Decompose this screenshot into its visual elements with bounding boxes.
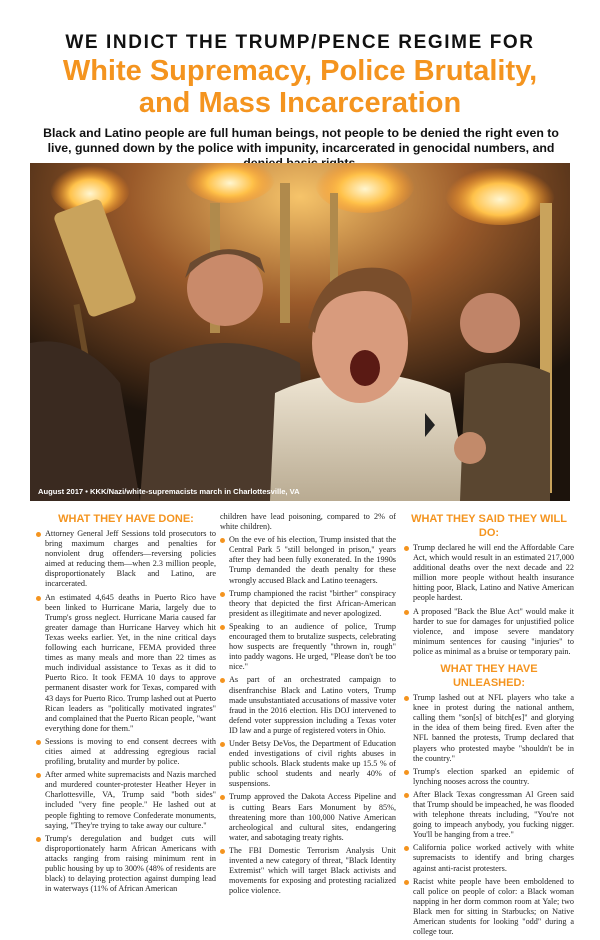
list-item: The FBI Domestic Terrorism Analysis Unit invented a new category of threat, "Black Identity Extremist" which will target Black activists and movements for exposing and protesting racialized police violence. xyxy=(220,846,396,896)
list-item: Trump's deregulation and budget cuts will disproportionately harm African Americans with attacks ranging from raising minimum rent in public housing by up to 300% (48% of residents are black) to delaying protection against dumping lead in waterways (11% of African American xyxy=(36,834,216,895)
done-list xyxy=(36,529,216,894)
list-item: Trump declared he will end the Affordable Care Act, which would result in an estimated 217,000 additional deaths over the next decade and 22 million more people without health insurance hitting poor, Black, Latino and Native American people hardest. xyxy=(404,543,574,604)
headline-line-1: White Supremacy, Police Brutality, xyxy=(62,55,538,87)
will-do-list xyxy=(404,543,574,657)
column-continued xyxy=(220,512,396,899)
indictment-heading: WE INDICT THE TRUMP/PENCE REGIME FOR xyxy=(65,32,535,53)
list-item: An estimated 4,645 deaths in Puerto Rico have been linked to Hurricane Maria, largely due to Trump's gross neglect. Hurricane Maria caused far greater damage than Hurricane Harvey which hit Texas weeks earlier. Yet, in the nine critical days following each hurricane, FEMA provided three times as many meals and more than 22 times as much individual assistance to Texas as it did to Puerto Rico. It took FEMA 10 days to approve permanent disaster work for Texas, compared with 43 days for Puerto Rico. Trump lashed out at Puerto Rican leaders as "politically motivated ingrates" and complained that the Puerto Rican people, "want everything done for them." xyxy=(36,593,216,734)
section-heading: WHAT THEY HAVE UNLEASHED: xyxy=(440,663,538,690)
list-item-continuation: children have lead poisoning, compared to 2% of white children). xyxy=(220,512,396,532)
done-list-continued xyxy=(220,512,396,896)
list-item: California police worked actively with white supremacists to identify and bring charges against anti-racist protesters. xyxy=(404,843,574,873)
list-item: After Black Texas congressman Al Green said that Trump should be impeached, he was flooded with telephone threats including, "You're not going to impeach anybody, you fucking nigger. You'll be hanging from a tree." xyxy=(404,790,574,840)
list-item: Trump approved the Dakota Access Pipeline and is cutting Bears Ears Monument by 85%, threatening more than 100,000 Native American archeological and cultural sites, endangering water, and sabotaging treaty rights. xyxy=(220,792,396,842)
column-said-and-unleashed xyxy=(404,512,574,940)
headline-line-2: and Mass Incarceration xyxy=(138,87,462,119)
march-photo xyxy=(30,163,570,501)
list-item: On the eve of his election, Trump insisted that the Central Park 5 "still belonged in prison," years after they had been fully exonerated. In the 1990s Trump demanded the death penalty for these wrongly accused Black and Latino teenagers. xyxy=(220,535,396,585)
column-what-they-have-done xyxy=(36,512,216,897)
list-item: After armed white supremacists and Nazis marched and murdered counter-protester Heather Heyer in Charlottesville, VA, Trump said "both sides" included "very fine people." He lashed out at people fighting to remove Confederate monuments, saying, "They're trying to take away our culture." xyxy=(36,770,216,831)
list-item: Trump lashed out at NFL players who take a knee in protest during the national anthem, calling them "son[s] of bitch[es]" and glorying in the idea of them being fired. Even after the NFL banned the protests, Trump declared that players who protested maybe "shouldn't be in the country." xyxy=(404,693,574,764)
section-heading: WHAT THEY HAVE DONE: xyxy=(58,513,194,525)
photo-caption: August 2017 • KKK/Nazi/white-supremacists march in Charlottesville, VA xyxy=(38,487,300,496)
list-item: A proposed "Back the Blue Act" would make it harder to sue for damages for unjustified police violence, and impose severe mandatory minimum sentences for causing "injuries" to police as minimal as a bruise or temporary pain. xyxy=(404,607,574,657)
list-item: Trump's election sparked an epidemic of lynching nooses across the country. xyxy=(404,767,574,787)
list-item: Attorney General Jeff Sessions told prosecutors to bring maximum charges and penalties for nonviolent drug offenders—reversing policies aimed at reducing them—when 2.3 million people, disproportionately Black and Latino, are incarcerated. xyxy=(36,529,216,590)
list-item: As part of an orchestrated campaign to disenfranchise Black and Latino voters, Trump made unsubstantiated accusations of massive voter fraud in the 2016 election. His DOJ intervened to defend voter suppression including a Texas voter ID law and a purge of registered voters in Ohio. xyxy=(220,675,396,736)
unleashed-list xyxy=(404,693,574,937)
list-item: Speaking to an audience of police, Trump encouraged them to brutalize suspects, celebrating how suspects are frequently "thrown in, rough" into paddy wagons. He urged, "Please don't be too nice." xyxy=(220,622,396,672)
headline xyxy=(0,55,600,119)
list-item: Sessions is moving to end consent decrees with cities aimed at addressing egregious racial profiling, brutality and murder by police. xyxy=(36,737,216,767)
photo-illustration xyxy=(30,163,570,501)
section-heading: WHAT THEY SAID THEY WILL DO: xyxy=(411,513,567,539)
list-item: Trump championed the racist "birther" conspiracy theory that depicted the first African-American president as illegitimate and never apologized. xyxy=(220,589,396,619)
subtitle: Black and Latino people are full human beings, not people to be denied the right even to live, gunned down by the police with impunity, incarcerated in genocidal numbers, and xyxy=(43,126,559,155)
list-item: Under Betsy DeVos, the Department of Education ended investigations of civil rights abuses in public schools. Black students make up 15.5 % of public school students and nearly 40% of suspensions. xyxy=(220,739,396,789)
list-item: Racist white people have been emboldened to call police on people of color: a Black woman napping in her dorm common room at Yale; two Black men for sitting in Starbucks; on Native American students for looking "odd" during a college tour. xyxy=(404,877,574,938)
